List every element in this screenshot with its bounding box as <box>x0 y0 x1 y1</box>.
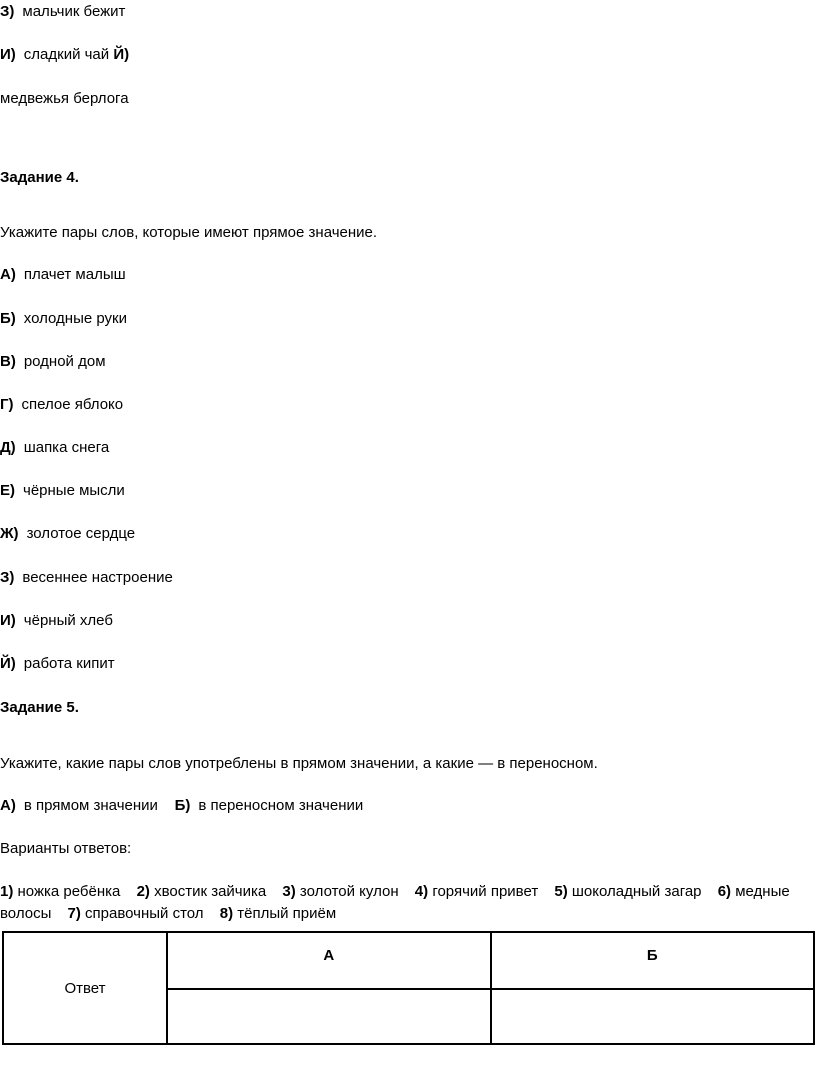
answer-cell-b[interactable] <box>491 989 815 1044</box>
item-text-top <box>0 90 129 108</box>
item-text: медвежья берлога <box>0 90 129 107</box>
answer-table <box>2 931 815 1045</box>
task4-item: Е) чёрные мысли <box>0 482 125 499</box>
task5-variants: 1) ножка ребёнка 2) хвостик зайчика 3) золотой кулон 4) горячий привет 5) шоколадный загар 6) медные волосы 7) справочный стол 8) тёплый приём <box>0 883 790 922</box>
answer-row-label: Ответ <box>3 932 167 1044</box>
task4-item: Ж) золотое сердце <box>0 525 136 542</box>
item-text: мальчик бежит <box>22 3 126 20</box>
item-label: И) <box>0 46 16 63</box>
task5-options: А) в прямом значении Б) в переносном значении <box>0 797 364 814</box>
answer-col-b-header: Б <box>491 932 815 989</box>
task5-title: Задание 5. <box>0 699 79 716</box>
task4-item: Г) спелое яблоко <box>0 396 124 413</box>
item-z-top <box>0 3 125 21</box>
item-label: З) <box>0 3 15 20</box>
answer-col-a-header: А <box>167 932 491 989</box>
item-label-trailing: Й) <box>113 46 130 63</box>
task4-prompt: Укажите пары слов, которые имеют прямое значение. <box>0 224 378 241</box>
task4-item: В) родной дом <box>0 353 106 370</box>
task5-variants-title: Варианты ответов: <box>0 840 132 857</box>
task4-item: З) весеннее настроение <box>0 569 173 586</box>
item-text: сладкий чай <box>23 46 110 63</box>
answer-cell-a[interactable] <box>167 989 491 1044</box>
task4-item: Й) работа кипит <box>0 655 115 672</box>
task4-item: И) чёрный хлеб <box>0 612 113 629</box>
item-i-top <box>0 46 129 64</box>
task4-item: Б) холодные руки <box>0 310 128 327</box>
task4-title: Задание 4. <box>0 169 79 186</box>
task4-item: Д) шапка снега <box>0 439 110 456</box>
task4-item: А) плачет малыш <box>0 266 126 283</box>
task5-prompt: Укажите, какие пары слов употреблены в прямом значении, а какие — в переносном. <box>0 755 598 772</box>
